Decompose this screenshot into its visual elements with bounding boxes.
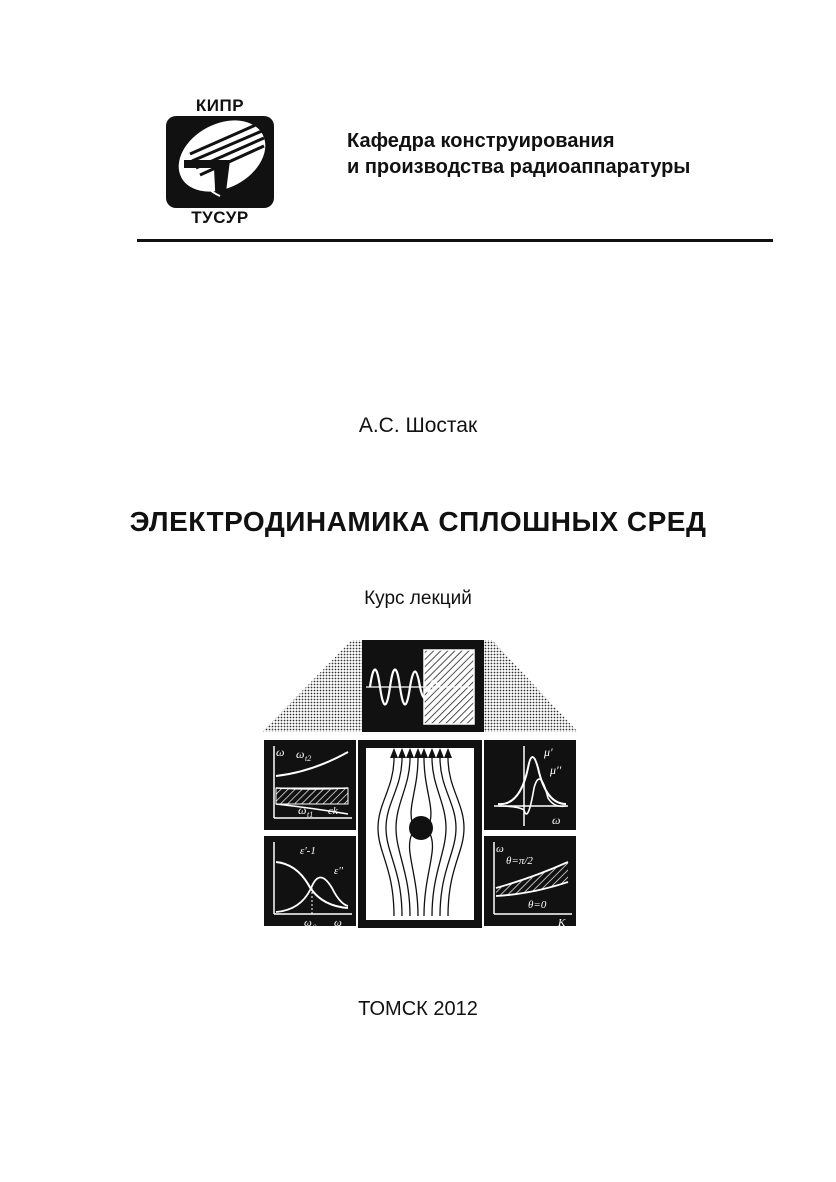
label-omega0: ω	[304, 917, 312, 929]
book-subtitle: Курс лекций	[364, 588, 472, 609]
roof-right	[484, 640, 578, 732]
label-eps-double: ε''	[334, 865, 344, 877]
label-mu-prime: μ'	[544, 745, 553, 759]
author: А.С. Шостак	[358, 414, 478, 437]
label-sub0: o	[313, 922, 317, 930]
label-mu-double: μ''	[550, 763, 562, 777]
panel-permittivity	[264, 836, 356, 930]
roof-left	[262, 640, 362, 732]
label-sub-t2: t2	[305, 754, 312, 763]
panel-wave-packet	[362, 640, 484, 732]
department-line-2: и производства радиоаппаратуры	[347, 156, 691, 178]
label-k: K	[558, 917, 566, 929]
logo-emblem-icon	[166, 116, 274, 208]
label-omega-t1: ω	[298, 803, 307, 817]
kipr-tusur-logo	[160, 96, 280, 232]
city-year: ТОМСК 2012	[358, 998, 478, 1020]
label-ck: ck	[328, 805, 338, 817]
header-divider	[137, 239, 773, 242]
label-omega-t2: ω	[296, 747, 305, 761]
panel-field-lines	[358, 740, 482, 928]
label-omega: ω	[496, 843, 504, 855]
book-title: ЭЛЕКТРОДИНАМИКА СПЛОШНЫХ СРЕД	[129, 506, 707, 537]
logo-bottom-text: ТУСУР	[191, 208, 249, 227]
label-theta-pi: θ=π/2	[506, 855, 533, 867]
panel-dispersion-ck	[264, 740, 356, 830]
panel-dispersion-theta	[484, 836, 576, 929]
label-omega: ω	[276, 745, 285, 759]
label-eps-prime: ε'-1	[300, 845, 316, 857]
label-theta-zero: θ=0	[528, 899, 547, 911]
department-line-1: Кафедра конструирования	[347, 130, 615, 152]
label-omega: ω	[552, 813, 561, 827]
department-name	[347, 128, 690, 180]
cover-illustration	[262, 638, 578, 930]
label-sub-t1: t1	[307, 810, 314, 819]
logo-top-text: КИПР	[195, 96, 245, 115]
panel-permeability	[484, 740, 576, 830]
label-omega: ω	[334, 917, 342, 929]
